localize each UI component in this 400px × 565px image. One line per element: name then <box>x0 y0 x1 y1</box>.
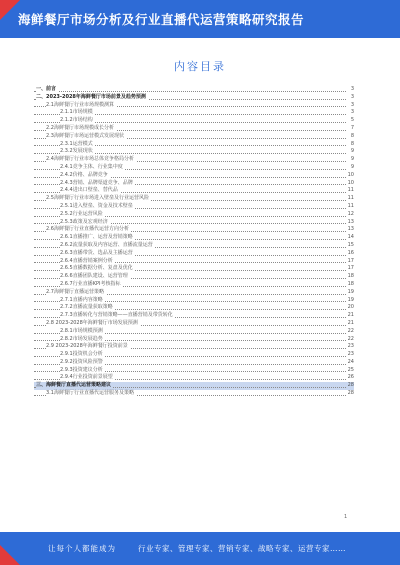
toc-entry-page: 28 <box>347 390 354 397</box>
toc-entry[interactable] <box>34 343 354 351</box>
toc-entry-page: 8 <box>350 140 354 147</box>
toc-entry-page: 11 <box>347 202 354 209</box>
toc-entry-label: 2.8.2市场发展趋势 <box>60 335 103 342</box>
toc-entry-page: 7 <box>350 124 354 131</box>
toc-entry-page: 16 <box>347 249 354 256</box>
toc-entry-label: 2.3.1运营模式 <box>60 140 93 147</box>
toc-entry-label: 2.6.5直播数据分析、复盘及优化 <box>60 265 133 272</box>
toc-entry-page: 9 <box>350 148 354 155</box>
toc-entry-page: 3 <box>350 109 354 116</box>
toc-entry[interactable] <box>34 359 354 367</box>
footer-red-accent <box>0 545 20 565</box>
toc-entry-label: 2.9.3投资建议分析 <box>60 366 103 373</box>
toc-entry-label: 2.9.2投资风险预警 <box>60 358 103 365</box>
toc-entry[interactable] <box>34 164 354 172</box>
toc-entry-label: 二、2023-2028年海鲜餐厅市场前景及趋势预测 <box>36 93 146 100</box>
toc-entry-label: 2.1.2市场结构 <box>60 117 93 124</box>
toc-entry-label: 2.3海鲜餐厅市场运营模式发展现状 <box>46 132 124 139</box>
toc-entry-label: 2.4.2价格、品牌竞争 <box>60 171 108 178</box>
footer-expert-list: 行业专家、管理专家、营销专家、战略专家、运营专家…… <box>138 544 346 553</box>
toc-entry[interactable] <box>34 320 354 328</box>
toc-entry-label: 2.4.1竞争主体、行业集中度 <box>60 163 123 170</box>
toc-entry-page: 21 <box>347 319 354 326</box>
toc-entry-page: 25 <box>347 366 354 373</box>
toc-entry[interactable] <box>34 289 354 297</box>
toc-entry-page: 21 <box>347 312 354 319</box>
toc-entry-label: 一、前言 <box>36 86 57 92</box>
footer-bar <box>0 532 400 565</box>
toc-entry-page: 22 <box>347 327 354 334</box>
toc-entry-page: 28 <box>347 382 354 389</box>
toc-entry-page: 3 <box>350 93 354 100</box>
toc-entry-label: 2.4.3营销、品牌渠道竞争、品牌 <box>60 179 133 186</box>
toc-entry-label: 2.9 2023-2028年海鲜餐厅投资前景 <box>46 343 128 350</box>
toc-entry-page: 26 <box>347 374 354 381</box>
toc-entry-label: 2.9.1投资机会分析 <box>60 351 103 358</box>
toc-entry[interactable] <box>34 273 354 281</box>
toc-entry[interactable] <box>34 211 354 219</box>
toc-entry-page: 9 <box>350 163 354 170</box>
toc-entry-label: 2.6海鲜餐厅行业直播代运营方向分析 <box>46 226 129 233</box>
toc-entry[interactable] <box>34 94 354 102</box>
toc-entry-page: 13 <box>347 226 354 233</box>
toc-entry-page: 17 <box>347 265 354 272</box>
toc-entry[interactable] <box>34 242 354 250</box>
toc-entry[interactable] <box>34 187 354 195</box>
toc-entry-page: 20 <box>347 304 354 311</box>
toc-entry-page: 17 <box>347 257 354 264</box>
toc-entry[interactable] <box>34 172 354 180</box>
page-number: 1 <box>344 514 348 520</box>
toc-entry-page: 18 <box>347 280 354 287</box>
toc-entry[interactable] <box>34 351 354 359</box>
toc-entry-page: 11 <box>347 195 354 202</box>
toc-entry-page: 9 <box>350 156 354 163</box>
toc-entry-label: 2.6.1直播推广、运营及营销策略 <box>60 234 133 241</box>
toc-entry-page: 3 <box>350 86 354 92</box>
header-red-accent <box>0 0 20 20</box>
toc-entry[interactable] <box>34 281 354 289</box>
toc-entry[interactable] <box>34 195 354 203</box>
toc-entry-label: 2.7.2直播流量获取策略 <box>60 304 113 311</box>
toc-entry-page: 18 <box>347 273 354 280</box>
toc-entry-label: 2.6.6直播团队建设、运营管理 <box>60 273 128 280</box>
toc-entry-page: 14 <box>347 234 354 241</box>
toc-entry[interactable] <box>34 304 354 312</box>
toc-entry-page: 8 <box>350 132 354 139</box>
toc-entry[interactable] <box>34 265 354 273</box>
toc-entry-page: 15 <box>347 241 354 248</box>
toc-entry-label: 2.2海鲜餐厅市场规模成长分析 <box>46 124 114 131</box>
toc-entry[interactable] <box>34 382 354 390</box>
toc-entry-page: 5 <box>350 117 354 124</box>
toc-entry-label: 2.6.7行业直播KPI考核指标 <box>60 280 121 287</box>
toc-entry[interactable] <box>34 234 354 242</box>
toc-entry[interactable] <box>34 390 354 398</box>
toc-entry-label: 2.8.1市场规模预测 <box>60 327 103 334</box>
toc-entry-label: 三、海鲜餐厅直播代运营策略建议 <box>36 382 112 389</box>
toc-entry-label: 2.5海鲜餐厅行业市场进入壁垒及行业运营风险 <box>46 195 149 202</box>
toc-entry[interactable] <box>34 133 354 141</box>
toc-entry-page: 24 <box>347 358 354 365</box>
toc-entry-page: 10 <box>347 171 354 178</box>
toc-entry-label: 2.6.4直播营销案例分析 <box>60 257 113 264</box>
toc-entry-page: 19 <box>347 288 354 295</box>
toc-entry-page: 13 <box>347 218 354 225</box>
toc-entry-label: 2.5.3政策及宏观经济 <box>60 218 108 225</box>
toc-entry-page: 23 <box>347 343 354 350</box>
toc-entry-page: 23 <box>347 351 354 358</box>
toc-heading: 内容目录 <box>174 60 226 73</box>
toc-entry-label: 2.7海鲜餐厅直播运营策略 <box>46 288 104 295</box>
toc-leader-dots <box>34 91 346 92</box>
toc-entry[interactable] <box>34 312 354 320</box>
toc-entry-page: 3 <box>350 101 354 108</box>
toc-entry-label: 2.1海鲜餐厅行业市场规模测算 <box>46 101 114 108</box>
toc-entry[interactable] <box>34 328 354 336</box>
report-header-bar <box>0 0 400 38</box>
toc-entry-label: 2.4.4进出口壁垒、替代品 <box>60 187 118 194</box>
toc-entry-label: 2.7.3直播转化与营销策略——直播营销及带货转化 <box>60 312 173 319</box>
toc-entry[interactable] <box>34 226 354 234</box>
toc-entry[interactable] <box>34 156 354 164</box>
toc-entry-label: 2.7.1直播内容策略 <box>60 296 103 303</box>
toc-entry-page: 12 <box>347 210 354 217</box>
toc-entry-label: 2.5.2行业运营风险 <box>60 210 103 217</box>
toc-entry[interactable] <box>34 125 354 133</box>
toc-entry-label: 2.6.3直播带货、选品及主播运营 <box>60 249 133 256</box>
toc-entry-page: 10 <box>347 179 354 186</box>
toc-entry-label: 2.5.1进入壁垒、资金及技术壁垒 <box>60 202 133 209</box>
toc-entry-label: 2.4海鲜餐厅行业市场总体竞争格局分析 <box>46 156 134 163</box>
toc-entry-label: 2.3.2发展现状 <box>60 148 93 155</box>
toc-entry-page: 11 <box>347 187 354 194</box>
toc-entry-label: 2.8 2023-2028年海鲜餐厅市场发展预测 <box>46 319 138 326</box>
toc-entry-label: 2.9.4行业投资前景展望 <box>60 374 113 381</box>
table-of-contents <box>34 86 354 398</box>
toc-entry[interactable] <box>34 148 354 156</box>
toc-entry[interactable] <box>34 117 354 125</box>
toc-entry[interactable] <box>34 203 354 211</box>
toc-entry-label: 3.1海鲜餐厅行业直播代运营服务及策略 <box>46 390 134 397</box>
toc-entry-label: 2.1.1市场规模 <box>60 109 93 116</box>
footer-slogan: 让每个人都能成为 <box>48 544 116 553</box>
toc-entry-page: 22 <box>347 335 354 342</box>
report-title: 海鲜餐厅市场分析及行业直播代运营策略研究报告 <box>18 12 305 27</box>
toc-entry-page: 19 <box>347 296 354 303</box>
toc-entry[interactable] <box>34 86 354 94</box>
toc-entry[interactable] <box>34 250 354 258</box>
toc-entry-label: 2.6.2流量获取及内容运营、直播流量运营 <box>60 241 153 248</box>
